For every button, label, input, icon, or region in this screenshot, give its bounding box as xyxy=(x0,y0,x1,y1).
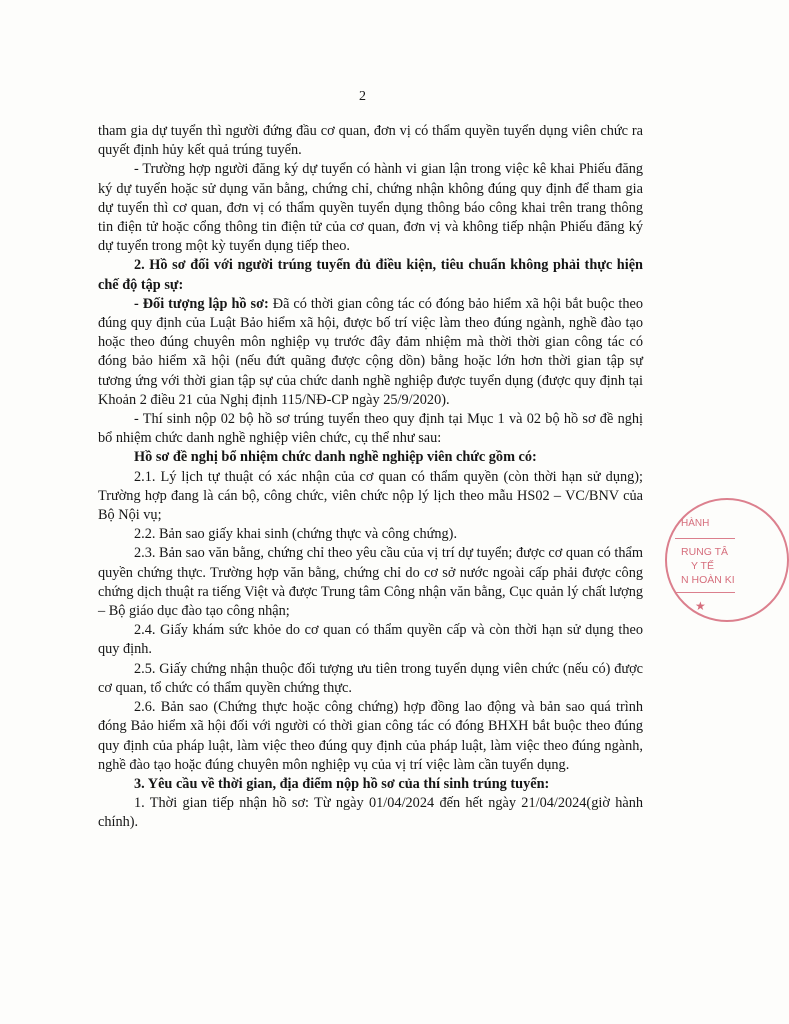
document-body xyxy=(98,122,643,833)
item-2-3: 2.3. Bản sao văn bằng, chứng chỉ theo yêu cầu của vị trí dự tuyển; được cơ quan có thẩm quyền chứng thực. Trường hợp văn bằng, chứng chỉ do cơ sở nước ngoài cấp phải được công chứng dịch thuật ra tiếng Việt và được Trung tâm Công nhận văn bằng, Cục quản lý chất lượng – Bộ giáo dục đào tạo công nhận; xyxy=(98,545,643,620)
subjects-text: Đã có thời gian công tác có đóng bảo hiểm xã hội bắt buộc theo đúng quy định của Luật Bảo hiểm xã hội, được bố trí việc làm theo đúng ngành, nghề đào tạo hoặc theo đúng chuyên môn nghiệp vụ trước đây đảm nhiệm mà thời thời gian công tác có đóng bảo hiểm xã hội (nếu đứt quãng được cộng dồn) bằng hoặc lớn hơn thời gian tập sự tương ứng với thời gian tập sự của chức danh nghề nghiệp được tuyển dụng (được quy định tại Khoản 2 điều 21 của Nghị định 115/NĐ-CP ngày 25/9/2020). xyxy=(98,295,643,408)
paragraph-fraud-case: - Trường hợp người đăng ký dự tuyển có hành vi gian lận trong việc kê khai Phiếu đăng ký dự tuyển hoặc sử dụng văn bằng, chứng chỉ, chứng nhận không đúng quy định để tham gia dự tuyển thì cơ quan, đơn vị có thẩm quyền tuyển dụng thông báo công khai trên trang thông tin điện tử hoặc cổng thông tin điện tử của cơ quan, đơn vị và không tiếp nhận Phiếu đăng ký dự tuyển trong một kỳ tuyển dụng tiếp theo. xyxy=(98,161,643,255)
stamp-text-dept: Y TẾ xyxy=(691,560,714,572)
item-2-1: 2.1. Lý lịch tự thuật có xác nhận của cơ quan có thẩm quyền (còn thời hạn sử dụng); Trường hợp đang là cán bộ, công chức, viên chức nộp lý lịch theo mẫu HS02 – VC/BNV của Bộ Nội vụ; xyxy=(98,468,643,524)
stamp-text-center: RUNG TÂ xyxy=(681,546,729,558)
page-number: 2 xyxy=(359,89,366,104)
paragraph-eligible-subjects xyxy=(98,295,643,410)
documents-heading: Hồ sơ đề nghị bổ nhiệm chức danh nghề nghiệp viên chức gồm có: xyxy=(134,449,537,466)
subjects-label: - Đối tượng lập hồ sơ: xyxy=(134,295,269,312)
stamp-text-top: HÀNH xyxy=(681,518,710,529)
star-icon: ★ xyxy=(695,599,706,613)
paragraph-submission: - Thí sinh nộp 02 bộ hồ sơ trúng tuyển theo quy định tại Mục 1 và 02 bộ hồ sơ đề nghị bổ nhiệm chức danh nghề nghiệp viên chức, cụ thể như sau: xyxy=(98,411,643,447)
item-2-6: 2.6. Bản sao (Chứng thực hoặc công chứng) hợp đồng lao động và bản sao quá trình đóng Bảo hiểm xã hội đối với người có thời gian công tác có đóng BHXH bắt buộc theo đúng quy định của pháp luật, làm việc theo đúng quy định của pháp luật, làm việc theo đúng ngành, nghề đào tạo hoặc đúng chuyên môn nghiệp vụ của vị trí việc làm cần tuyển dụng. xyxy=(98,699,643,773)
official-seal-stamp xyxy=(665,498,789,622)
item-3-1: 1. Thời gian tiếp nhận hồ sơ: Từ ngày 01/04/2024 đến hết ngày 21/04/2024(giờ hành chính). xyxy=(98,795,643,831)
stamp-text-district: N HOÀN KI xyxy=(681,574,735,586)
stamp-divider xyxy=(675,592,735,593)
stamp-divider xyxy=(675,538,735,539)
item-2-2: 2.2. Bản sao giấy khai sinh (chứng thực và công chứng). xyxy=(134,526,458,543)
item-2-4: 2.4. Giấy khám sức khỏe do cơ quan có thẩm quyền cấp và còn thời hạn sử dụng theo quy định. xyxy=(98,622,643,658)
paragraph-continuation: tham gia dự tuyển thì người đứng đầu cơ quan, đơn vị có thẩm quyền tuyển dụng viên chức ra quyết định hủy kết quả trúng tuyển. xyxy=(98,123,643,159)
section-heading-2: 2. Hồ sơ đối với người trúng tuyển đủ điều kiện, tiêu chuẩn không phải thực hiện chế độ tập sự: xyxy=(98,257,643,293)
section-heading-3: 3. Yêu cầu về thời gian, địa điểm nộp hồ sơ của thí sinh trúng tuyển: xyxy=(134,775,550,792)
item-2-5: 2.5. Giấy chứng nhận thuộc đối tượng ưu tiên trong tuyển dụng viên chức (nếu có) được cơ quan, tổ chức có thẩm quyền chứng thực. xyxy=(98,660,643,696)
